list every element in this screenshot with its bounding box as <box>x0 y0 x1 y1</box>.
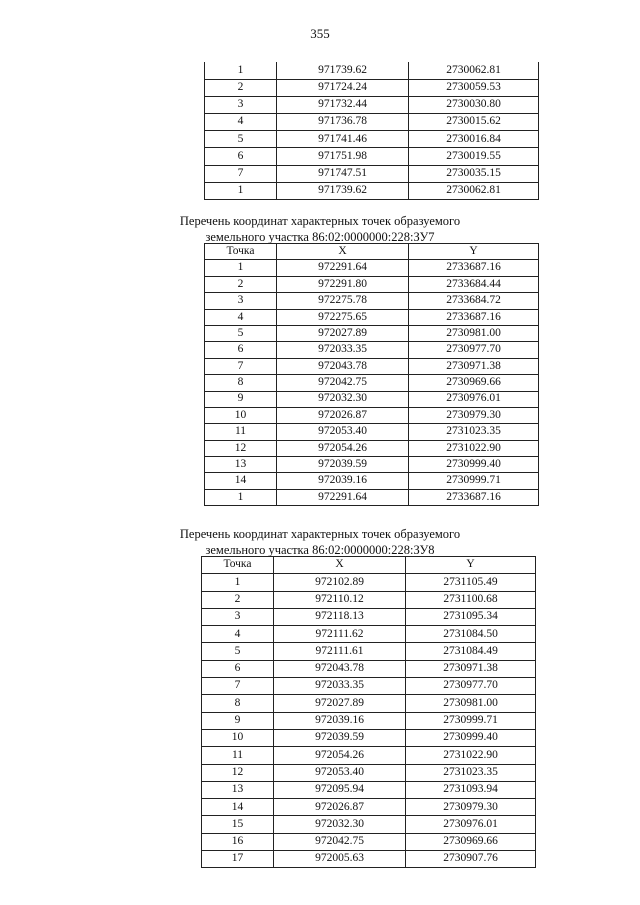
cell-x: 972053.40 <box>274 764 406 781</box>
table-row <box>205 148 539 165</box>
cell-x: 971739.62 <box>277 182 409 199</box>
table-row <box>202 851 536 868</box>
cell-point: 5 <box>202 643 274 660</box>
cell-point: 9 <box>202 712 274 729</box>
cell-y: 2730015.62 <box>409 114 539 131</box>
cell-x: 972026.87 <box>277 407 409 423</box>
table-row <box>205 489 539 505</box>
cell-point: 10 <box>202 729 274 746</box>
cell-x: 972275.78 <box>277 293 409 309</box>
cell-y: 2731105.49 <box>406 574 536 591</box>
cell-point: 6 <box>205 342 277 358</box>
table-row <box>202 608 536 625</box>
table-row <box>202 729 536 746</box>
cell-x: 972291.80 <box>277 276 409 292</box>
header-x: X <box>277 244 409 260</box>
table-row <box>202 747 536 764</box>
cell-y: 2733687.16 <box>409 260 539 276</box>
cell-y: 2730999.71 <box>406 712 536 729</box>
cell-y: 2731093.94 <box>406 781 536 798</box>
cell-point: 15 <box>202 816 274 833</box>
table-row <box>205 473 539 489</box>
cell-point: 16 <box>202 833 274 850</box>
header-x: X <box>274 557 406 574</box>
header-y: Y <box>409 244 539 260</box>
cell-x: 972039.59 <box>274 729 406 746</box>
cell-x: 972043.78 <box>277 358 409 374</box>
table-row <box>202 799 536 816</box>
cell-x: 972291.64 <box>277 260 409 276</box>
cell-point: 1 <box>205 260 277 276</box>
table-header-row <box>202 557 536 574</box>
cell-point: 13 <box>205 457 277 473</box>
cell-point: 4 <box>205 114 277 131</box>
cell-point: 10 <box>205 407 277 423</box>
caption-zu8-line2: земельного участка 86:02:0000000:228:ЗУ8 <box>205 543 435 557</box>
table-row <box>202 678 536 695</box>
table-row <box>202 660 536 677</box>
cell-y: 2730971.38 <box>409 358 539 374</box>
table-row <box>202 712 536 729</box>
cell-y: 2730977.70 <box>409 342 539 358</box>
table-row <box>202 816 536 833</box>
table-row <box>205 325 539 341</box>
cell-x: 972111.61 <box>274 643 406 660</box>
cell-y: 2730907.76 <box>406 851 536 868</box>
cell-x: 972291.64 <box>277 489 409 505</box>
cell-y: 2730971.38 <box>406 660 536 677</box>
cell-y: 2730977.70 <box>406 678 536 695</box>
table-row <box>205 457 539 473</box>
cell-y: 2730981.00 <box>406 695 536 712</box>
caption-zu8-line1: Перечень координат характерных точек образуемого <box>179 527 461 541</box>
cell-y: 2733684.72 <box>409 293 539 309</box>
table-row <box>205 293 539 309</box>
cell-x: 971751.98 <box>277 148 409 165</box>
cell-x: 972043.78 <box>274 660 406 677</box>
caption-zu8 <box>0 526 640 558</box>
table-row <box>205 424 539 440</box>
table-row <box>202 591 536 608</box>
table-row <box>205 407 539 423</box>
cell-point: 1 <box>205 489 277 505</box>
table-header-row <box>205 244 539 260</box>
table-row <box>202 764 536 781</box>
cell-y: 2730969.66 <box>409 375 539 391</box>
coordinates-table-zu8 <box>201 556 536 868</box>
cell-x: 972027.89 <box>274 695 406 712</box>
cell-point: 17 <box>202 851 274 868</box>
header-point: Точка <box>205 244 277 260</box>
table-row <box>205 260 539 276</box>
table-row <box>202 626 536 643</box>
cell-y: 2733687.16 <box>409 489 539 505</box>
cell-point: 12 <box>205 440 277 456</box>
cell-x: 972054.26 <box>274 747 406 764</box>
cell-y: 2730030.80 <box>409 96 539 113</box>
table-row <box>205 342 539 358</box>
cell-y: 2730976.01 <box>409 391 539 407</box>
table-row <box>205 131 539 148</box>
cell-y: 2731084.49 <box>406 643 536 660</box>
cell-y: 2730979.30 <box>409 407 539 423</box>
cell-x: 972039.16 <box>277 473 409 489</box>
cell-point: 14 <box>205 473 277 489</box>
cell-y: 2733687.16 <box>409 309 539 325</box>
coordinates-table-zu7 <box>204 243 539 506</box>
caption-zu7-line1: Перечень координат характерных точек образуемого <box>179 214 461 228</box>
cell-x: 971732.44 <box>277 96 409 113</box>
cell-x: 972095.94 <box>274 781 406 798</box>
cell-x: 972026.87 <box>274 799 406 816</box>
cell-x: 972054.26 <box>277 440 409 456</box>
cell-y: 2730019.55 <box>409 148 539 165</box>
table-row <box>205 165 539 182</box>
table-row <box>205 440 539 456</box>
cell-point: 5 <box>205 131 277 148</box>
cell-y: 2730035.15 <box>409 165 539 182</box>
table-row <box>205 309 539 325</box>
cell-x: 971741.46 <box>277 131 409 148</box>
cell-y: 2730976.01 <box>406 816 536 833</box>
header-point: Точка <box>202 557 274 574</box>
cell-x: 972102.89 <box>274 574 406 591</box>
coordinates-table-continued <box>204 62 539 200</box>
cell-point: 6 <box>202 660 274 677</box>
cell-x: 972275.65 <box>277 309 409 325</box>
cell-y: 2730979.30 <box>406 799 536 816</box>
cell-point: 1 <box>205 62 277 79</box>
cell-x: 972032.30 <box>277 391 409 407</box>
cell-point: 9 <box>205 391 277 407</box>
cell-x: 972032.30 <box>274 816 406 833</box>
cell-point: 7 <box>205 358 277 374</box>
cell-point: 11 <box>205 424 277 440</box>
cell-y: 2730016.84 <box>409 131 539 148</box>
caption-zu7-line2: земельного участка 86:02:0000000:228:ЗУ7 <box>205 230 435 244</box>
cell-point: 13 <box>202 781 274 798</box>
cell-point: 5 <box>205 325 277 341</box>
cell-x: 971747.51 <box>277 165 409 182</box>
table-row <box>205 96 539 113</box>
cell-x: 972042.75 <box>277 375 409 391</box>
cell-point: 8 <box>205 375 277 391</box>
table-row <box>205 375 539 391</box>
cell-point: 2 <box>202 591 274 608</box>
cell-x: 971724.24 <box>277 79 409 96</box>
cell-x: 972118.13 <box>274 608 406 625</box>
cell-y: 2730999.71 <box>409 473 539 489</box>
cell-point: 7 <box>202 678 274 695</box>
cell-x: 972042.75 <box>274 833 406 850</box>
cell-point: 6 <box>205 148 277 165</box>
cell-x: 972111.62 <box>274 626 406 643</box>
cell-x: 971736.78 <box>277 114 409 131</box>
cell-y: 2731084.50 <box>406 626 536 643</box>
cell-x: 972033.35 <box>274 678 406 695</box>
cell-point: 7 <box>205 165 277 182</box>
table-row <box>202 695 536 712</box>
cell-y: 2733684.44 <box>409 276 539 292</box>
cell-point: 1 <box>205 182 277 199</box>
cell-point: 2 <box>205 79 277 96</box>
cell-point: 3 <box>205 293 277 309</box>
cell-x: 972033.35 <box>277 342 409 358</box>
cell-x: 972005.63 <box>274 851 406 868</box>
caption-zu7 <box>0 213 640 245</box>
cell-y: 2731100.68 <box>406 591 536 608</box>
table-row <box>205 62 539 79</box>
table-row <box>205 114 539 131</box>
cell-point: 3 <box>205 96 277 113</box>
cell-y: 2730969.66 <box>406 833 536 850</box>
cell-y: 2730999.40 <box>406 729 536 746</box>
table-row <box>205 358 539 374</box>
cell-y: 2730062.81 <box>409 62 539 79</box>
cell-y: 2731023.35 <box>409 424 539 440</box>
cell-x: 972039.59 <box>277 457 409 473</box>
header-y: Y <box>406 557 536 574</box>
cell-point: 1 <box>202 574 274 591</box>
cell-y: 2730062.81 <box>409 182 539 199</box>
cell-point: 4 <box>205 309 277 325</box>
cell-point: 8 <box>202 695 274 712</box>
cell-y: 2731023.35 <box>406 764 536 781</box>
page-number: 355 <box>310 26 330 41</box>
cell-y: 2730059.53 <box>409 79 539 96</box>
table-row <box>205 391 539 407</box>
cell-x: 972027.89 <box>277 325 409 341</box>
cell-point: 4 <box>202 626 274 643</box>
cell-point: 11 <box>202 747 274 764</box>
cell-x: 971739.62 <box>277 62 409 79</box>
cell-y: 2730999.40 <box>409 457 539 473</box>
table-row <box>202 833 536 850</box>
cell-point: 12 <box>202 764 274 781</box>
cell-y: 2731022.90 <box>409 440 539 456</box>
table-row <box>205 182 539 199</box>
table-row <box>205 276 539 292</box>
cell-y: 2730981.00 <box>409 325 539 341</box>
cell-point: 3 <box>202 608 274 625</box>
table-row <box>202 781 536 798</box>
cell-y: 2731022.90 <box>406 747 536 764</box>
table-row <box>202 574 536 591</box>
cell-point: 14 <box>202 799 274 816</box>
table-row <box>202 643 536 660</box>
cell-x: 972053.40 <box>277 424 409 440</box>
cell-x: 972039.16 <box>274 712 406 729</box>
cell-x: 972110.12 <box>274 591 406 608</box>
cell-y: 2731095.34 <box>406 608 536 625</box>
cell-point: 2 <box>205 276 277 292</box>
table-row <box>205 79 539 96</box>
